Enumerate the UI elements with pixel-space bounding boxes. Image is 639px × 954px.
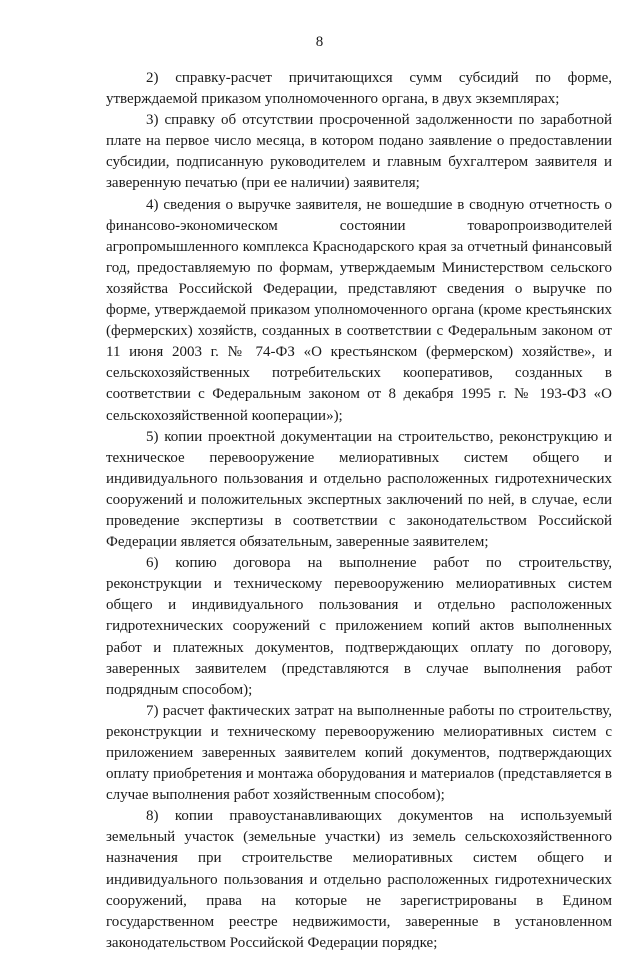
paragraph-item-2: 2) справку-расчет причитающихся сумм субсидий по форме, утверждаемой приказом уполномоченного органа, в двух экземплярах;: [106, 70, 612, 108]
document-body: [106, 68, 612, 954]
paragraph-item-3: 3) справку об отсутствии просроченной задолженности по заработной плате на первое число месяца, в котором подано заявление о предоставлении субсидии, подписанную руководителем и главным бухгалтером заявителя и заверенную печатью (при ее наличии) заявителя;: [106, 112, 612, 192]
page-number: 8: [315, 34, 324, 50]
paragraph-item-6: 6) копию договора на выполнение работ по строительству, реконструкции и техническому перевооружению мелиоративных систем общего и индивидуального пользования и отдельно расположенных гидротехнических сооружений с приложением копий актов выполненных работ и платежных документов, подтверждающих оплату по договору, заверенных заявителем (представляются в случае выполнения работ подрядным способом);: [106, 555, 612, 698]
paragraph-item-7: 7) расчет фактических затрат на выполненные работы по строительству, реконструкции и техническому перевооружению мелиоративных систем с приложением заверенных заявителем копий документов, подтверждающих оплату приобретения и монтажа оборудования и материалов (представляется в случае выполнения работ хозяйственным способом);: [106, 702, 612, 804]
paragraph-item-8: 8) копии правоустанавливающих документов на используемый земельный участок (земельные участки) из земель сельскохозяйственного назначения при строительстве мелиоративных систем общего и индивидуального пользования и отдельно расположенных гидротехнических сооружений, права на которые не зарегистрированы в Едином государственном реестре недвижимости, заверенные в установленном законодательством Российской Федерации порядке;: [106, 808, 612, 951]
paragraph-item-5: 5) копии проектной документации на строительство, реконструкцию и техническое перевооружение мелиоративных систем общего и индивидуального пользования и отдельно расположенных гидротехнических сооружений и положительных экспертных заключений по ней, в случае, если проведение экспертизы в соответствии с законодательством Российской Федерации является обязательным, заверенные заявителем;: [106, 428, 612, 551]
paragraph-item-4: 4) сведения о выручке заявителя, не вошедшие в сводную отчетность о финансово-экономическом состоянии товаропроизводителей агропромышленного комплекса Краснодарского края за отчетный финансовый год, предоставляемую по формам, утверждаемым Министерством сельского хозяйства Российской Федерации, представляют сведения о выручке по форме, утверждаемой приказом уполномоченного органа (кроме крестьянских (фермерских) хозяйств, созданных в соответствии с Федеральным законом от 11 июня 2003 г. № 74-ФЗ «О крестьянском (фермерском) хозяйстве», и сельскохозяйственных потребительских кооперативов, созданных в соответствии с Федеральным законом от 8 декабря 1995 г. № 193-ФЗ «О сельскохозяйственной кооперации»);: [106, 196, 612, 424]
